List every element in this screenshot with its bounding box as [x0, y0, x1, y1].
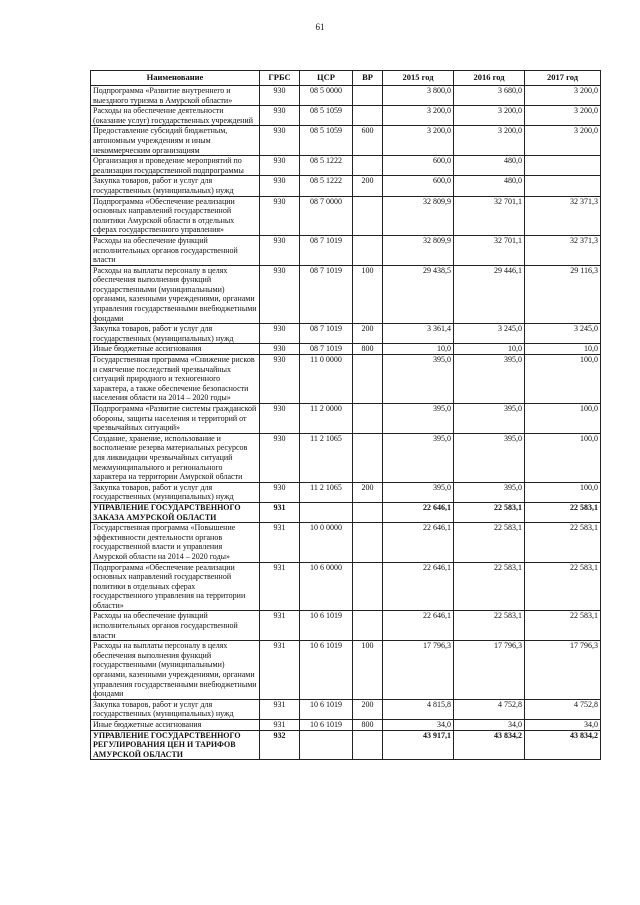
cell-vr [353, 156, 383, 176]
cell-2017: 4 752,8 [525, 699, 601, 719]
cell-vr: 800 [353, 344, 383, 355]
table-header-row [91, 71, 601, 86]
cell-2017: 3 200,0 [525, 86, 601, 106]
cell-csr: 08 5 1222 [300, 176, 353, 196]
cell-2017: 32 371,3 [525, 235, 601, 265]
cell-2016: 395,0 [454, 482, 525, 502]
cell-2017: 3 200,0 [525, 106, 601, 126]
cell-2015: 3 361,4 [383, 324, 454, 344]
cell-name: УПРАВЛЕНИЕ ГОСУДАРСТВЕННОГО РЕГУЛИРОВАНИЯ ЦЕН И ТАРИФОВ АМУРСКОЙ ОБЛАСТИ [91, 730, 260, 760]
cell-2017: 34,0 [525, 720, 601, 731]
cell-name: Подпрограмма «Обеспечение реализации основных направлений государственной политики в отдельных сферах государственного управления на территории области» [91, 562, 260, 611]
header-2015: 2015 год [383, 71, 454, 86]
header-2017: 2017 год [525, 71, 601, 86]
cell-2017: 22 583,1 [525, 611, 601, 641]
cell-2016: 3 680,0 [454, 86, 525, 106]
table-row [91, 562, 601, 611]
cell-vr [353, 611, 383, 641]
cell-2017: 32 371,3 [525, 196, 601, 235]
cell-csr: 10 6 0000 [300, 562, 353, 611]
cell-name: Расходы на обеспечение функций исполнительных органов государственной власти [91, 611, 260, 641]
cell-csr: 10 6 1019 [300, 641, 353, 700]
header-vr: ВР [353, 71, 383, 86]
cell-vr: 800 [353, 720, 383, 731]
cell-name: Подпрограмма «Развитие внутреннего и выездного туризма в Амурской области» [91, 86, 260, 106]
cell-vr: 600 [353, 126, 383, 156]
cell-vr: 200 [353, 324, 383, 344]
cell-grbs: 930 [260, 156, 300, 176]
cell-grbs: 931 [260, 641, 300, 700]
cell-grbs: 931 [260, 523, 300, 562]
cell-2016: 29 446,1 [454, 265, 525, 324]
cell-2015: 32 809,9 [383, 235, 454, 265]
cell-2015: 395,0 [383, 433, 454, 482]
cell-name: УПРАВЛЕНИЕ ГОСУДАРСТВЕННОГО ЗАКАЗА АМУРСКОЙ ОБЛАСТИ [91, 502, 260, 522]
cell-name: Закупка товаров, работ и услуг для государственных (муниципальных) нужд [91, 482, 260, 502]
cell-2017: 22 583,1 [525, 502, 601, 522]
cell-csr: 11 0 0000 [300, 355, 353, 404]
cell-2015: 395,0 [383, 404, 454, 434]
cell-2015: 10,0 [383, 344, 454, 355]
cell-grbs: 930 [260, 344, 300, 355]
cell-csr: 08 7 1019 [300, 344, 353, 355]
cell-grbs: 930 [260, 355, 300, 404]
table-row [91, 404, 601, 434]
cell-name: Создание, хранение, использование и восполнение резерва материальных ресурсов для ликвидации чрезвычайных ситуаций межмуниципального и регионального характера на территории Амурской области [91, 433, 260, 482]
cell-2016: 4 752,8 [454, 699, 525, 719]
cell-2017: 100,0 [525, 433, 601, 482]
cell-2016: 22 583,1 [454, 502, 525, 522]
cell-grbs: 930 [260, 176, 300, 196]
table-row [91, 482, 601, 502]
cell-grbs: 932 [260, 730, 300, 760]
cell-name: Расходы на обеспечение функций исполнительных органов государственной власти [91, 235, 260, 265]
table-row [91, 502, 601, 522]
cell-2016: 32 701,1 [454, 196, 525, 235]
table-row [91, 86, 601, 106]
cell-name: Организация и проведение мероприятий по реализации государственной подпрограммы [91, 156, 260, 176]
cell-csr: 08 5 1059 [300, 106, 353, 126]
cell-name: Закупка товаров, работ и услуг для государственных (муниципальных) нужд [91, 699, 260, 719]
cell-2015: 32 809,9 [383, 196, 454, 235]
cell-grbs: 931 [260, 611, 300, 641]
cell-vr: 200 [353, 482, 383, 502]
table-body [91, 86, 601, 760]
cell-2015: 22 646,1 [383, 611, 454, 641]
budget-table [90, 70, 601, 760]
cell-2015: 395,0 [383, 482, 454, 502]
cell-grbs: 930 [260, 196, 300, 235]
cell-2015: 34,0 [383, 720, 454, 731]
cell-grbs: 930 [260, 404, 300, 434]
table-row [91, 641, 601, 700]
cell-vr: 100 [353, 641, 383, 700]
cell-2016: 17 796,3 [454, 641, 525, 700]
cell-2015: 395,0 [383, 355, 454, 404]
table-row [91, 106, 601, 126]
cell-grbs: 931 [260, 699, 300, 719]
cell-csr: 08 7 1019 [300, 324, 353, 344]
cell-vr [353, 106, 383, 126]
cell-2016: 480,0 [454, 176, 525, 196]
table-row [91, 699, 601, 719]
cell-2017: 10,0 [525, 344, 601, 355]
cell-name: Закупка товаров, работ и услуг для государственных (муниципальных) нужд [91, 176, 260, 196]
table-row [91, 265, 601, 324]
cell-vr [353, 562, 383, 611]
cell-2015: 22 646,1 [383, 562, 454, 611]
table-row [91, 720, 601, 731]
header-csr: ЦСР [300, 71, 353, 86]
cell-csr: 11 2 0000 [300, 404, 353, 434]
cell-grbs: 930 [260, 265, 300, 324]
cell-2016: 3 200,0 [454, 106, 525, 126]
cell-vr [353, 235, 383, 265]
cell-grbs: 930 [260, 86, 300, 106]
table-row [91, 156, 601, 176]
cell-2015: 3 200,0 [383, 106, 454, 126]
table-row [91, 344, 601, 355]
cell-grbs: 930 [260, 106, 300, 126]
cell-2016: 34,0 [454, 720, 525, 731]
cell-2016: 22 583,1 [454, 562, 525, 611]
cell-name: Государственная программа «Повышение эффективности деятельности органов государственной власти и управления Амурской области на 2014 – 2020 годы» [91, 523, 260, 562]
cell-csr [300, 502, 353, 522]
cell-2017: 22 583,1 [525, 523, 601, 562]
cell-vr [353, 86, 383, 106]
cell-grbs: 930 [260, 235, 300, 265]
table-row [91, 126, 601, 156]
cell-name: Расходы на выплаты персоналу в целях обеспечения выполнения функций государственными (муниципальными) органами, казенными учреждениями, органами управления государственными внебюджетными фондами [91, 641, 260, 700]
cell-2015: 22 646,1 [383, 523, 454, 562]
cell-vr [353, 523, 383, 562]
cell-name: Государственная программа «Снижение рисков и смягчение последствий чрезвычайных ситуаций природного и техногенного характера, а также обеспечение безопасности населения области на 2014 – 2020 годы» [91, 355, 260, 404]
header-2016: 2016 год [454, 71, 525, 86]
cell-csr: 10 6 1019 [300, 611, 353, 641]
cell-grbs: 930 [260, 126, 300, 156]
cell-2017: 100,0 [525, 355, 601, 404]
table-row [91, 196, 601, 235]
cell-csr: 08 5 1222 [300, 156, 353, 176]
table-row [91, 730, 601, 760]
cell-grbs: 930 [260, 433, 300, 482]
cell-name: Иные бюджетные ассигнования [91, 720, 260, 731]
cell-grbs: 931 [260, 502, 300, 522]
cell-csr: 08 7 0000 [300, 196, 353, 235]
table-row [91, 235, 601, 265]
cell-vr: 200 [353, 699, 383, 719]
cell-name: Подпрограмма «Обеспечение реализации основных направлений государственной политики Амурской области в отдельных сферах государственного управления» [91, 196, 260, 235]
cell-vr: 200 [353, 176, 383, 196]
cell-2017 [525, 156, 601, 176]
cell-2016: 32 701,1 [454, 235, 525, 265]
cell-csr: 10 6 1019 [300, 720, 353, 731]
cell-csr: 10 6 1019 [300, 699, 353, 719]
cell-2017: 100,0 [525, 404, 601, 434]
cell-2017: 3 200,0 [525, 126, 601, 156]
cell-csr: 08 7 1019 [300, 265, 353, 324]
table-row [91, 355, 601, 404]
cell-grbs: 931 [260, 562, 300, 611]
cell-2015: 3 800,0 [383, 86, 454, 106]
cell-2015: 22 646,1 [383, 502, 454, 522]
cell-name: Расходы на обеспечение деятельности (оказание услуг) государственных учреждений [91, 106, 260, 126]
cell-2015: 3 200,0 [383, 126, 454, 156]
cell-csr: 10 0 0000 [300, 523, 353, 562]
cell-grbs: 930 [260, 324, 300, 344]
table-row [91, 324, 601, 344]
cell-2017: 17 796,3 [525, 641, 601, 700]
cell-vr: 100 [353, 265, 383, 324]
cell-name: Иные бюджетные ассигнования [91, 344, 260, 355]
cell-2015: 43 917,1 [383, 730, 454, 760]
cell-2015: 29 438,5 [383, 265, 454, 324]
cell-2016: 3 245,0 [454, 324, 525, 344]
cell-csr: 08 5 0000 [300, 86, 353, 106]
cell-vr [353, 196, 383, 235]
cell-vr [353, 433, 383, 482]
cell-2016: 22 583,1 [454, 611, 525, 641]
cell-2016: 395,0 [454, 355, 525, 404]
cell-grbs: 931 [260, 720, 300, 731]
cell-csr: 11 2 1065 [300, 482, 353, 502]
cell-2016: 10,0 [454, 344, 525, 355]
header-name: Наименование [91, 71, 260, 86]
page-number: 61 [315, 22, 325, 32]
cell-csr: 08 5 1059 [300, 126, 353, 156]
cell-csr [300, 730, 353, 760]
cell-2015: 17 796,3 [383, 641, 454, 700]
table-row [91, 176, 601, 196]
cell-2016: 480,0 [454, 156, 525, 176]
cell-2017 [525, 176, 601, 196]
table-row [91, 433, 601, 482]
cell-csr: 08 7 1019 [300, 235, 353, 265]
cell-2015: 600,0 [383, 156, 454, 176]
cell-vr [353, 730, 383, 760]
table-row [91, 611, 601, 641]
cell-2017: 43 834,2 [525, 730, 601, 760]
header-grbs: ГРБС [260, 71, 300, 86]
cell-vr [353, 355, 383, 404]
cell-vr [353, 502, 383, 522]
cell-2016: 395,0 [454, 404, 525, 434]
cell-csr: 11 2 1065 [300, 433, 353, 482]
cell-2015: 600,0 [383, 176, 454, 196]
cell-2016: 43 834,2 [454, 730, 525, 760]
cell-2017: 3 245,0 [525, 324, 601, 344]
cell-2016: 3 200,0 [454, 126, 525, 156]
cell-vr [353, 404, 383, 434]
cell-2016: 22 583,1 [454, 523, 525, 562]
cell-grbs: 930 [260, 482, 300, 502]
cell-name: Расходы на выплаты персоналу в целях обеспечения выполнения функций государственными (муниципальными) органами, казенными учреждениями, органами управления государственными внебюджетными фондами [91, 265, 260, 324]
cell-name: Закупка товаров, работ и услуг для государственных (муниципальных) нужд [91, 324, 260, 344]
cell-2017: 22 583,1 [525, 562, 601, 611]
cell-name: Предоставление субсидий бюджетным, автономным учреждениям и иным некоммерческим организациям [91, 126, 260, 156]
table-row [91, 523, 601, 562]
cell-2016: 395,0 [454, 433, 525, 482]
cell-2017: 100,0 [525, 482, 601, 502]
cell-2017: 29 116,3 [525, 265, 601, 324]
cell-name: Подпрограмма «Развитие системы гражданской обороны, защиты населения и территорий от чрезвычайных ситуаций» [91, 404, 260, 434]
cell-2015: 4 815,8 [383, 699, 454, 719]
